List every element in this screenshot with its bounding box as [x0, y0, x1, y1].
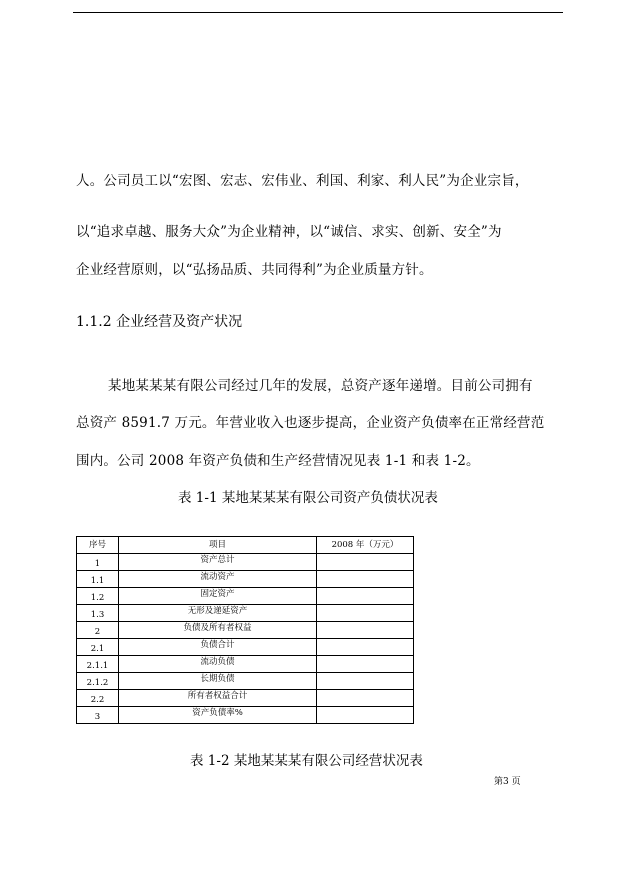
- row-item: 资产负债率%: [119, 707, 317, 724]
- table-row: [77, 571, 414, 588]
- table-row: [77, 656, 414, 673]
- header-no: 序号: [77, 537, 119, 554]
- paragraph-line-1: 人。公司员工以“宏图、宏志、宏伟业、利国、利家、利人民”为企业宗旨，: [76, 173, 529, 189]
- row-value: [317, 605, 414, 622]
- header-rule: [73, 12, 563, 13]
- header-value: 2008 年（万元）: [317, 537, 414, 554]
- paragraph-line-3: 企业经营原则，以“弘扬品质、共同得利”为企业质量方针。: [76, 262, 433, 278]
- row-number: 1.3: [77, 605, 119, 622]
- row-value: [317, 622, 414, 639]
- table-2-caption: 表 1-2 某地某某某有限公司经营状况表: [190, 753, 423, 769]
- row-item: 资产总计: [119, 554, 317, 571]
- section-heading: 1.1.2 企业经营及资产状况: [76, 314, 243, 330]
- table-row: [77, 588, 414, 605]
- paragraph-line-4: 某地某某某有限公司经过几年的发展，总资产逐年递增。目前公司拥有: [108, 378, 533, 394]
- row-value: [317, 656, 414, 673]
- row-number: 2: [77, 622, 119, 639]
- table-row: [77, 639, 414, 656]
- table-row: [77, 554, 414, 571]
- row-number: 1: [77, 554, 119, 571]
- row-value: [317, 690, 414, 707]
- row-value: [317, 707, 414, 724]
- row-value: [317, 588, 414, 605]
- header-item: 项目: [119, 537, 317, 554]
- table-row: [77, 605, 414, 622]
- table-row: [77, 690, 414, 707]
- row-number: 2.1: [77, 639, 119, 656]
- row-number: 3: [77, 707, 119, 724]
- balance-sheet-table: [76, 536, 414, 724]
- row-item: 长期负债: [119, 673, 317, 690]
- row-item: 所有者权益合计: [119, 690, 317, 707]
- paragraph-line-6: 围内。公司 2008 年资产负债和生产经营情况见表 1-1 和表 1-2。: [76, 453, 480, 469]
- page-number: 第3 页: [494, 777, 521, 787]
- paragraph-line-5: 总资产 8591.7 万元。年营业收入也逐步提高，企业资产负债率在正常经营范: [76, 415, 545, 431]
- paragraph-line-2: 以“追求卓越、服务大众”为企业精神，以“诚信、求实、创新、安全”为: [76, 224, 502, 240]
- table-1-caption: 表 1-1 某地某某某有限公司资产负债状况表: [178, 490, 438, 506]
- row-number: 1.2: [77, 588, 119, 605]
- table-row: [77, 673, 414, 690]
- row-value: [317, 673, 414, 690]
- row-number: 2.2: [77, 690, 119, 707]
- table-header-row: [77, 537, 414, 554]
- row-number: 2.1.1: [77, 656, 119, 673]
- row-item: 流动负债: [119, 656, 317, 673]
- row-item: 负债合计: [119, 639, 317, 656]
- row-item: 固定资产: [119, 588, 317, 605]
- row-item: 负债及所有者权益: [119, 622, 317, 639]
- table-row: [77, 707, 414, 724]
- row-value: [317, 554, 414, 571]
- row-number: 2.1.2: [77, 673, 119, 690]
- table-row: [77, 622, 414, 639]
- row-item: 无形及递延资产: [119, 605, 317, 622]
- row-item: 流动资产: [119, 571, 317, 588]
- row-value: [317, 571, 414, 588]
- row-number: 1.1: [77, 571, 119, 588]
- row-value: [317, 639, 414, 656]
